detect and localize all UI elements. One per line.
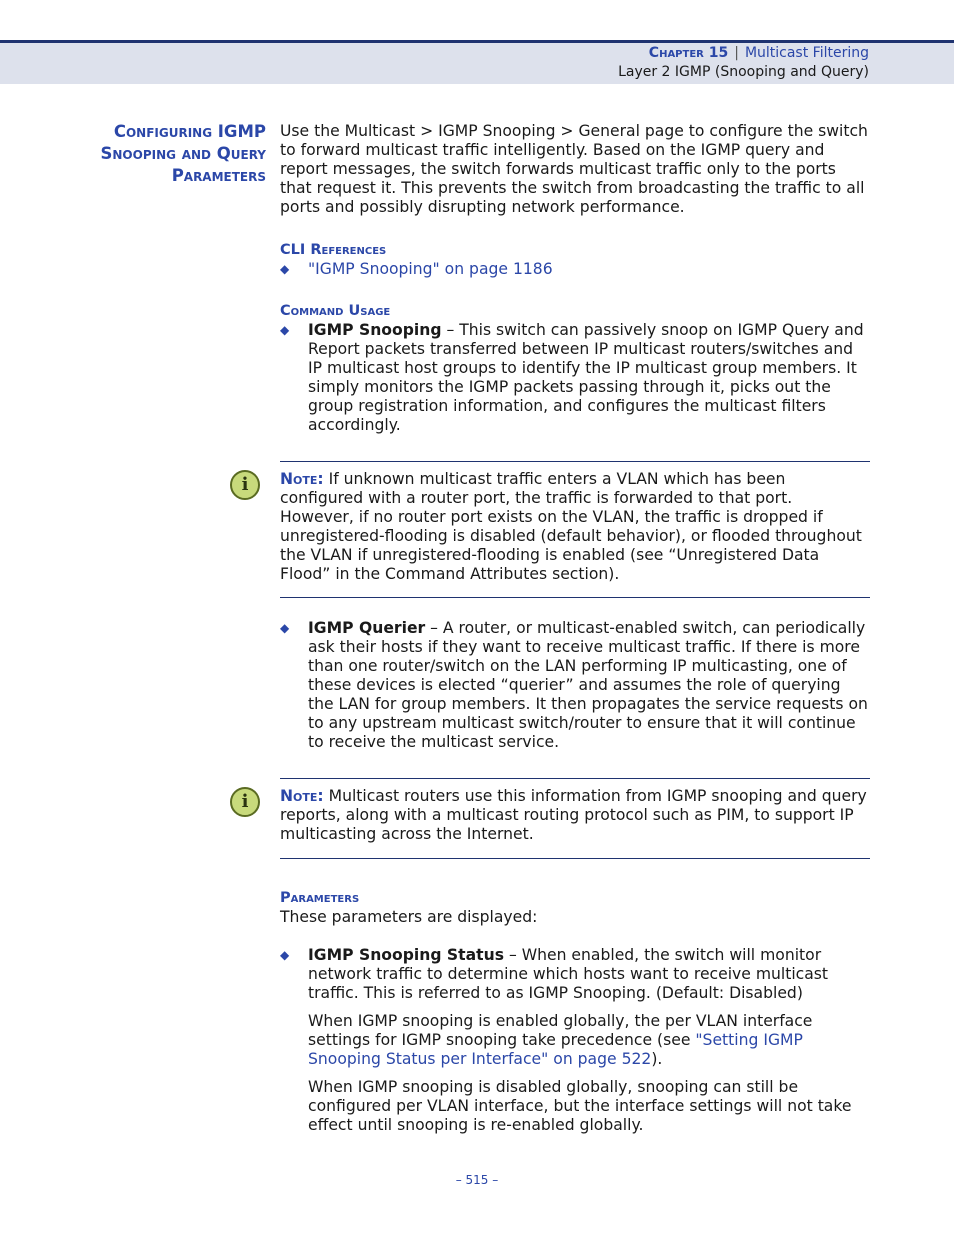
parameters-heading: Parameters	[280, 890, 360, 906]
section-title-line: Configuring IGMP	[113, 122, 266, 141]
list-item	[280, 260, 870, 279]
parameter-paragraph: When IGMP snooping is disabled globally, snooping can still be configured per VLAN interface, but the interface settings will not take effect until snooping is re-enabled globally.	[308, 1078, 852, 1134]
header-separator: |	[734, 45, 739, 61]
item-text: – A router, or multicast-enabled switch, can periodically ask their hosts if they want to receive multicast traffic. If there is more than one router/switch on the LAN performing IP multicasting, one of these devices is elected “querier” and assumes the role of querying the LAN for group members. It then propagates the service requests on to any upstream multicast switch/router to ensure that it will continue to receive the multicast service.	[308, 619, 868, 751]
note-text: Multicast routers use this information from IGMP snooping and query reports, along with a multicast routing protocol such as PIM, to support IP multicasting across the Internet.	[280, 787, 867, 843]
note-box	[241, 778, 870, 859]
chapter-title: Multicast Filtering	[744, 45, 869, 61]
item-text: – When enabled, the switch will monitor network traffic to determine which hosts want to receive multicast traffic. This is referred to as IGMP Snooping. (Default: Disabled)	[308, 946, 829, 1002]
parameter-paragraph	[280, 1012, 870, 1069]
note-box	[241, 461, 870, 598]
list-item	[280, 619, 870, 752]
chapter-number: Chapter 15	[648, 45, 729, 61]
diamond-bullet-icon: ◆	[280, 948, 290, 962]
section-title-line: Parameters	[171, 166, 266, 185]
paragraph-text: When IGMP snooping is enabled globally, the per VLAN interface settings for IGMP snooping take precedence (see	[308, 1012, 813, 1049]
running-header-chapter	[649, 45, 869, 61]
cli-references-heading: CLI References	[280, 242, 387, 258]
diamond-bullet-icon: ◆	[280, 262, 290, 276]
note-label: Note:	[280, 470, 324, 488]
item-term: IGMP Querier	[308, 619, 426, 637]
info-icon: i	[230, 787, 260, 817]
cli-reference-link[interactable]: "IGMP Snooping" on page 1186	[308, 260, 553, 278]
item-text: – This switch can passively snoop on IGMP Query and Report packets transferred between IP multicast routers/switches and IP multicast host groups to identify the IP multicast group members. It simply monitors the IGMP packets passing through it, picks out the group registration information, and configures the multicast filters accordingly.	[308, 321, 864, 434]
intro-paragraph: Use the Multicast > IGMP Snooping > General page to configure the switch to forward multicast traffic intelligently. Based on the IGMP query and report messages, the switch forwards multicast traffic only to the ports that request it. This prevents the switch from broadcasting the traffic to all ports and possibly disrupting network performance.	[280, 122, 868, 216]
paragraph-text: ).	[651, 1050, 663, 1068]
list-item	[280, 946, 870, 1003]
item-term: IGMP Snooping	[308, 321, 442, 339]
list-item	[280, 321, 870, 435]
running-header-section: Layer 2 IGMP (Snooping and Query)	[618, 64, 869, 80]
info-icon: i	[230, 470, 260, 500]
note-text: If unknown multicast traffic enters a VLAN which has been configured with a router port, the traffic is forwarded to that port. However, if no router port exists on the VLAN, the traffic is dropped if unregistered-flooding is disabled (default behavior), or flooded throughout the VLAN if unregistered-flooding is enabled (see “Unregistered Data Flood” in the Command Attributes section).	[280, 470, 862, 583]
note-label: Note:	[280, 787, 324, 805]
interface-status-link[interactable]: "Setting IGMP Snooping Status per Interface" on page 522	[308, 1031, 803, 1068]
command-usage-heading: Command Usage	[280, 303, 391, 319]
section-title-line: Snooping and Query	[100, 144, 266, 163]
item-term: IGMP Snooping Status	[308, 946, 504, 964]
section-title	[60, 121, 266, 187]
main-content	[241, 122, 870, 1135]
page-number: – 515 –	[455, 1173, 499, 1187]
parameters-intro: These parameters are displayed:	[280, 908, 538, 926]
diamond-bullet-icon: ◆	[280, 323, 290, 337]
diamond-bullet-icon: ◆	[280, 621, 290, 635]
